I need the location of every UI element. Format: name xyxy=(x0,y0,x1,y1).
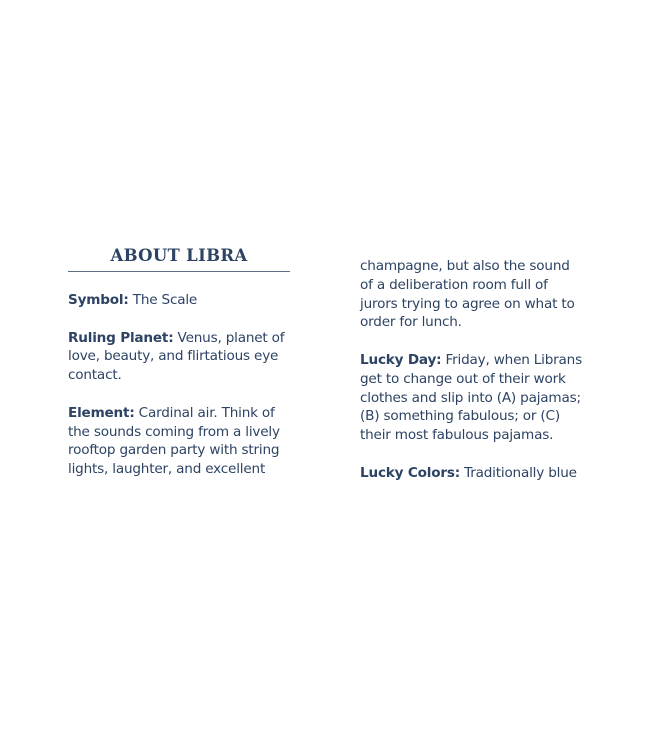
field-text: their most fabulous pajamas. xyxy=(360,427,554,444)
field-text: love, beauty, and flirtatious eye xyxy=(68,348,279,365)
field-label: Lucky Day: xyxy=(360,351,442,368)
field-text: Venus, planet of xyxy=(173,329,285,346)
field-text: rooftop garden party with string xyxy=(68,442,280,459)
field-text: of a deliberation room full of xyxy=(360,276,548,293)
text-line xyxy=(360,407,600,426)
field-text: get to change out of their work xyxy=(360,370,566,387)
text-line xyxy=(360,464,600,483)
text-line xyxy=(360,389,600,408)
paragraph xyxy=(68,291,308,310)
field-text: order for lunch. xyxy=(360,314,462,331)
text-line xyxy=(68,441,308,460)
paragraph xyxy=(360,351,600,445)
paragraph xyxy=(360,464,600,483)
text-line xyxy=(360,370,600,389)
field-text: champagne, but also the sound xyxy=(360,258,570,274)
field-text: contact. xyxy=(68,367,122,384)
text-line xyxy=(68,404,308,423)
text-line xyxy=(360,276,600,295)
text-line xyxy=(360,351,600,370)
left-column xyxy=(68,291,308,498)
text-line xyxy=(68,423,308,442)
section-heading: ABOUT LIBRA xyxy=(110,246,248,265)
heading-divider xyxy=(68,271,290,272)
field-label: Ruling Planet: xyxy=(68,329,174,346)
field-label: Element: xyxy=(68,404,135,421)
text-line xyxy=(360,295,600,314)
field-text: Traditionally blue xyxy=(459,464,577,481)
field-text: Cardinal air. Think of xyxy=(134,404,275,421)
text-line xyxy=(360,426,600,445)
field-text: Friday, when Librans xyxy=(441,351,582,368)
field-label: Symbol: xyxy=(68,292,129,308)
field-text: lights, laughter, and excellent xyxy=(68,461,266,478)
text-line xyxy=(360,313,600,332)
paragraph xyxy=(68,329,308,385)
paragraph xyxy=(360,257,600,332)
text-line xyxy=(68,329,308,348)
right-column xyxy=(360,257,600,501)
field-label: Lucky Colors: xyxy=(360,464,460,481)
field-text: The Scale xyxy=(128,292,198,308)
text-line xyxy=(68,291,308,310)
text-line xyxy=(68,460,308,479)
field-text: clothes and slip into (A) pajamas; xyxy=(360,389,581,406)
paragraph xyxy=(68,404,308,479)
text-line xyxy=(360,257,600,276)
field-text: the sounds coming from a lively xyxy=(68,423,280,440)
field-text: jurors trying to agree on what to xyxy=(360,295,575,312)
text-line xyxy=(68,366,308,385)
text-line xyxy=(68,347,308,366)
field-text: (B) something fabulous; or (C) xyxy=(360,408,560,425)
